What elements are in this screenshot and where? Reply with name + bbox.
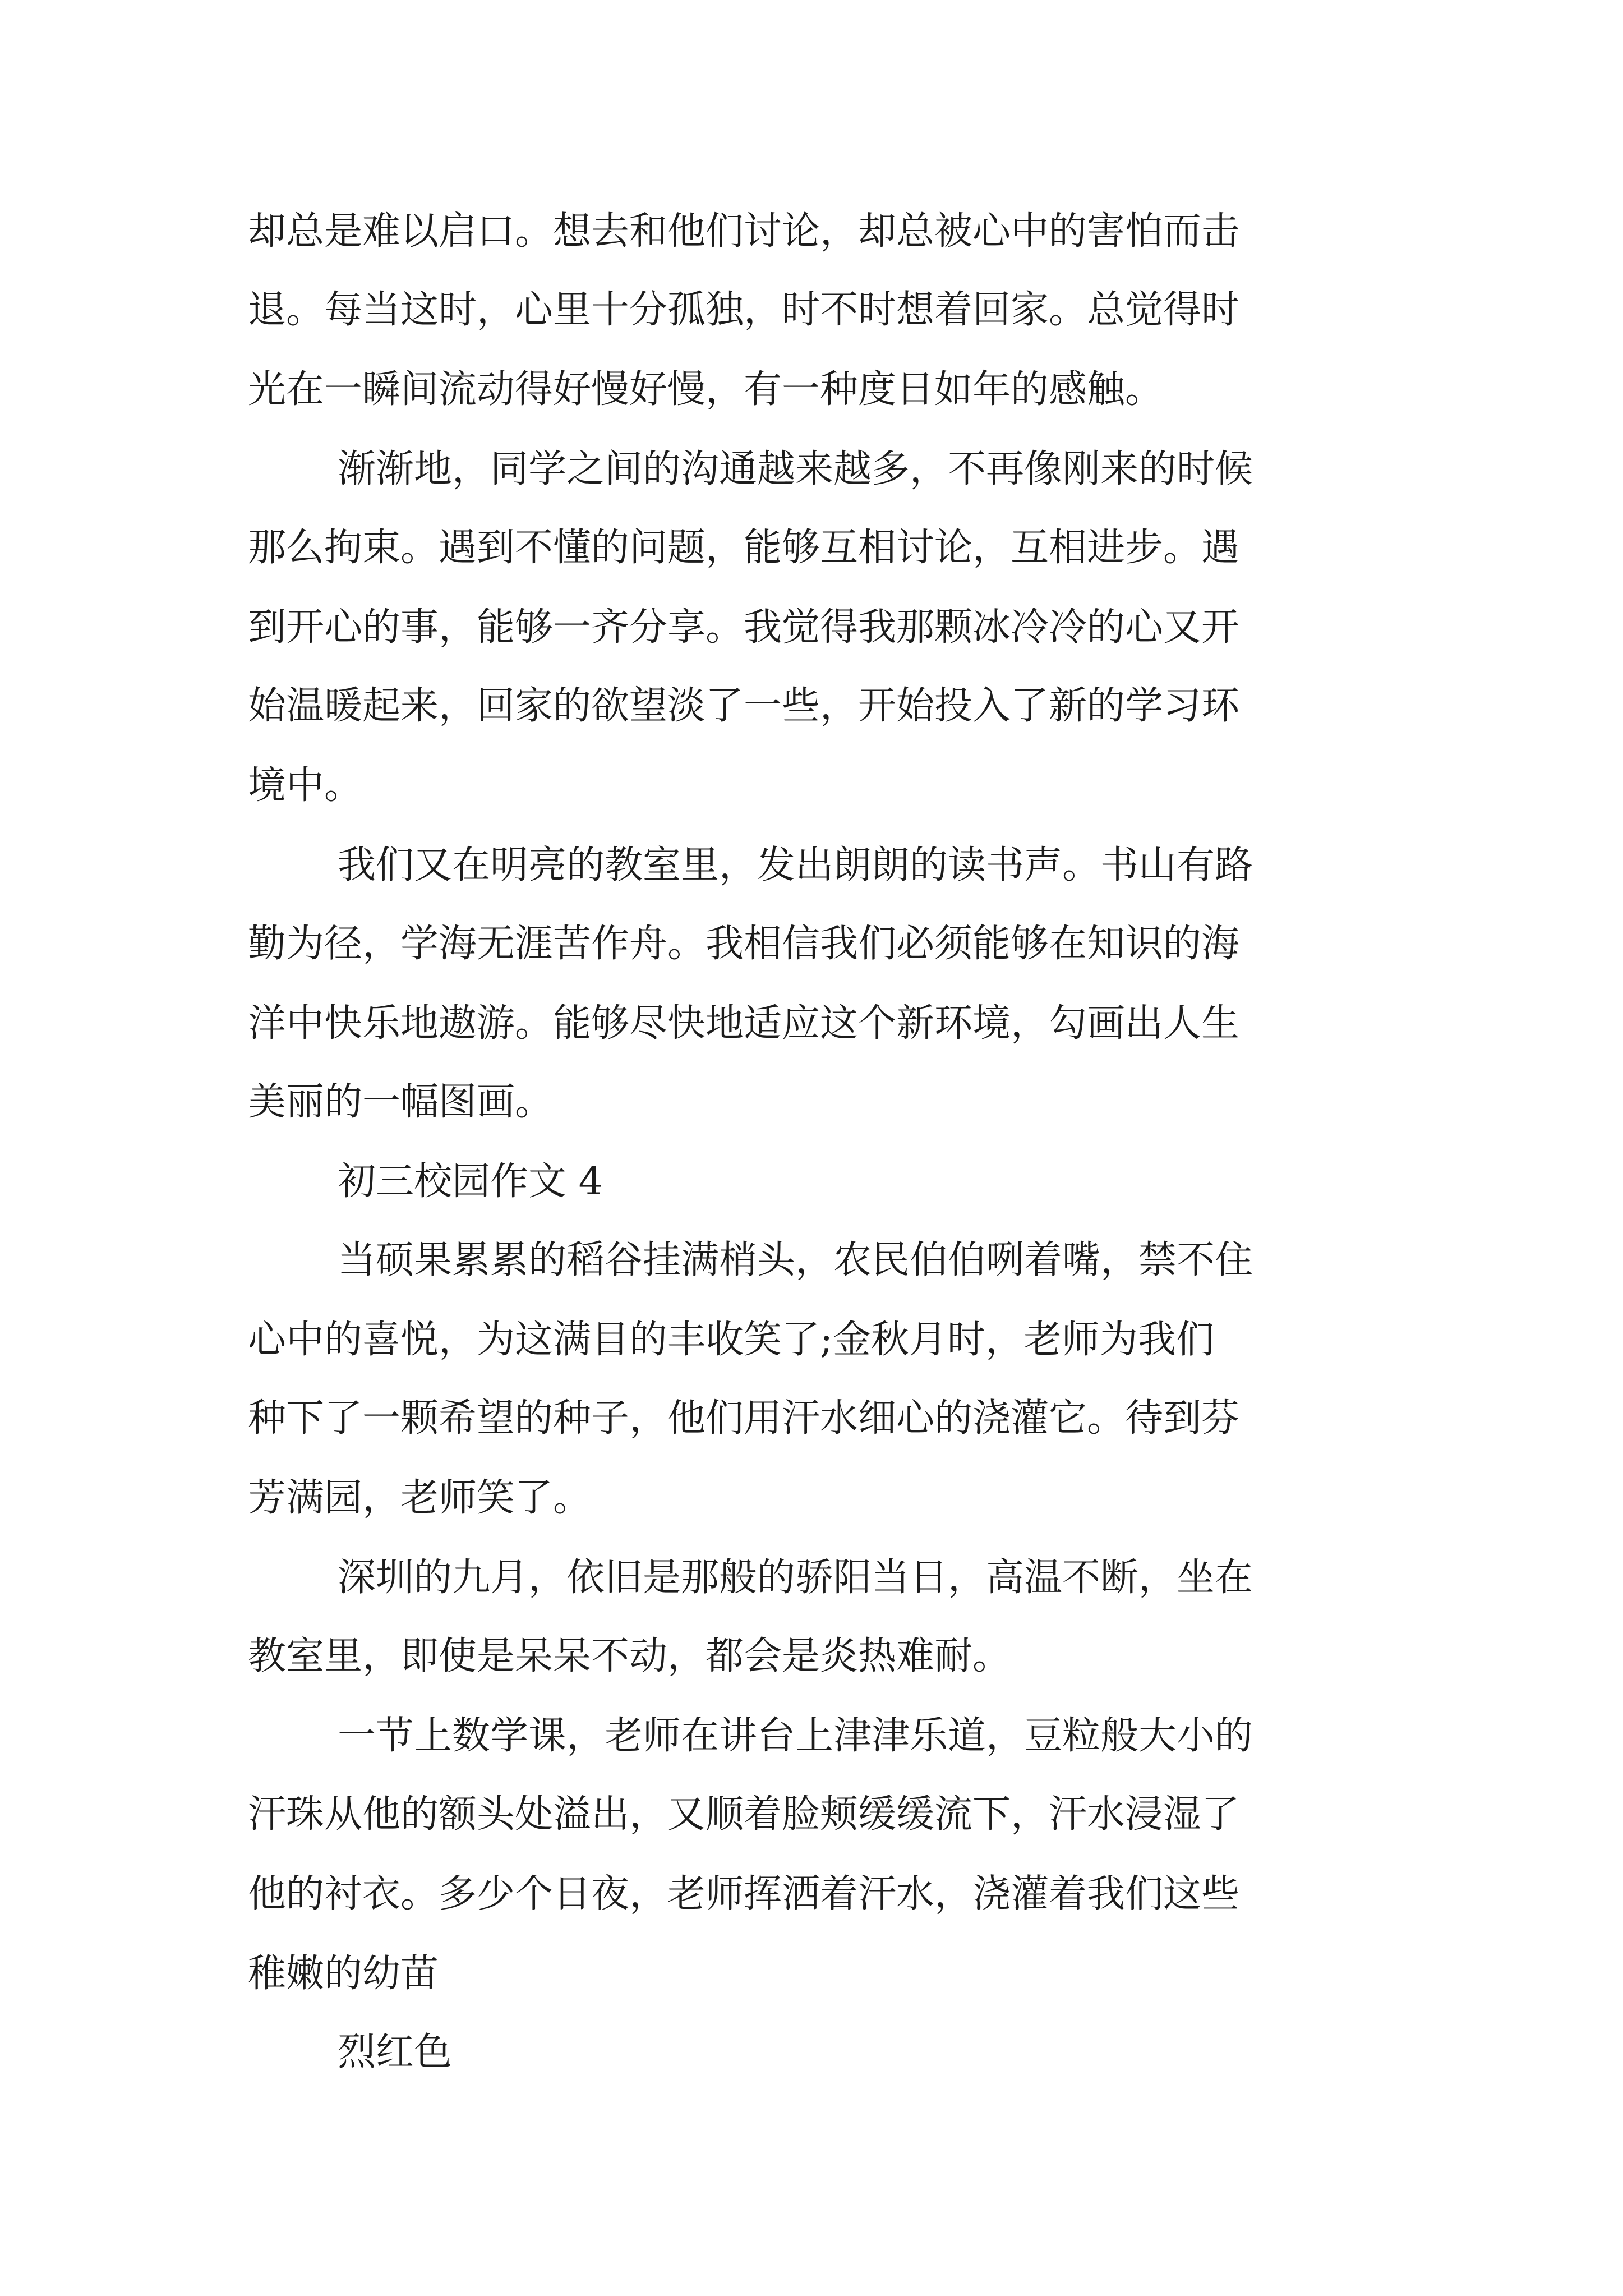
body-text-line: 芳满园，老师笑了。 xyxy=(248,1476,592,1520)
body-text-line: 退。每当这时，心里十分孤独，时不时想着回家。总觉得时 xyxy=(248,288,1240,332)
body-text-line: 深圳的九月，依旧是那般的骄阳当日，高温不断，坐在 xyxy=(338,1556,1253,1600)
body-text-line: 渐渐地，同学之间的沟通越来越多，不再像刚来的时候 xyxy=(338,447,1253,491)
body-text-line: 那么拘束。遇到不懂的问题，能够互相讨论，互相进步。遇 xyxy=(248,526,1240,570)
body-text-line: 汗珠从他的额头处溢出，又顺着脸颊缓缓流下，汗水浸湿了 xyxy=(248,1792,1240,1837)
body-text-line: 却总是难以启口。想去和他们讨论，却总被心中的害怕而击 xyxy=(248,209,1240,254)
body-text-line: 他的衬衣。多少个日夜，老师挥洒着汗水，浇灌着我们这些 xyxy=(248,1872,1240,1916)
body-text-line: 烈红色 xyxy=(338,2030,453,2074)
body-text-line: 种下了一颗希望的种子，他们用汗水细心的浇灌它。待到芬 xyxy=(248,1396,1240,1441)
body-text-line: 当硕果累累的稻谷挂满梢头，农民伯伯咧着嘴，禁不住 xyxy=(338,1238,1253,1282)
body-text-line: 境中。 xyxy=(248,763,363,808)
body-text-line: 洋中快乐地遨游。能够尽快地适应这个新环境，勾画出人生 xyxy=(248,1001,1240,1046)
body-text-line: 我们又在明亮的教室里，发出朗朗的读书声。书山有路 xyxy=(338,843,1253,887)
body-text-line: 光在一瞬间流动得好慢好慢，有一种度日如年的感触。 xyxy=(248,367,1164,412)
body-text-line: 美丽的一幅图画。 xyxy=(248,1080,554,1124)
body-text-line: 到开心的事，能够一齐分享。我觉得我那颗冰冷冷的心又开 xyxy=(248,605,1240,650)
body-text-line: 教室里，即使是呆呆不动，都会是炎热难耐。 xyxy=(248,1634,1011,1678)
body-text-line: 始温暖起来，回家的欲望淡了一些，开始投入了新的学习环 xyxy=(248,684,1240,728)
body-text-line: 心中的喜悦，为这满目的丰收笑了;金秋月时，老师为我们 xyxy=(248,1318,1214,1362)
section-heading: 初三校园作文 4 xyxy=(338,1159,603,1204)
body-text-line: 稚嫩的幼苗 xyxy=(248,1952,439,1996)
body-text-line: 一节上数学课，老师在讲台上津津乐道，豆粒般大小的 xyxy=(338,1714,1253,1758)
body-text-line: 勤为径，学海无涯苦作舟。我相信我们必须能够在知识的海 xyxy=(248,922,1240,966)
